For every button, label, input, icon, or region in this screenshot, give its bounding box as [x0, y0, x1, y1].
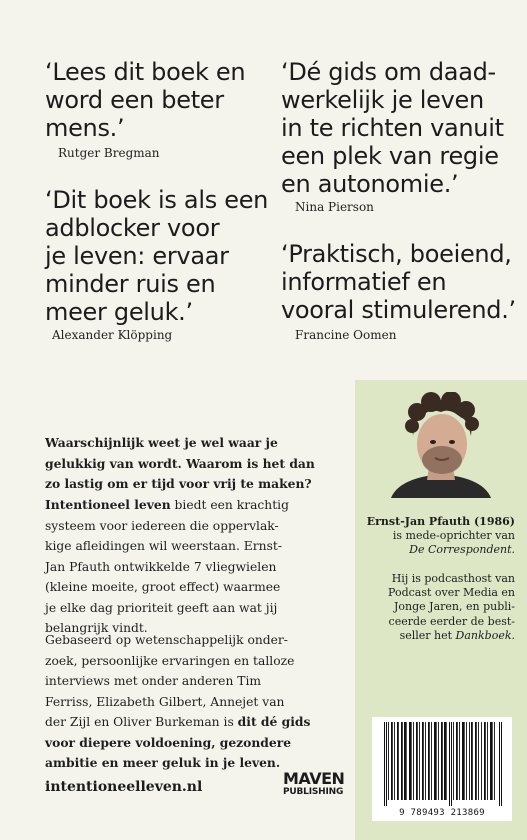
blurb-line: Ferriss, Elizabeth Gilbert, Annejet van — [45, 694, 285, 709]
blurb-paragraph-2 — [45, 495, 345, 639]
blurb-emphasis: dit dé gids — [237, 714, 311, 729]
blurb-text: der Zijl en Oliver Burkeman is — [45, 715, 238, 729]
blurb-intro — [45, 433, 345, 495]
quote-line: minder ruis en — [45, 270, 216, 298]
quote-line: adblocker voor — [45, 214, 220, 242]
quote-line: ‘Lees dit boek en — [45, 58, 246, 86]
quote-2 — [281, 58, 504, 198]
blurb-line: interviews met onder anderen Tim — [45, 674, 262, 688]
author-photo — [363, 392, 519, 498]
bio-line: De Correspondent. — [409, 543, 515, 557]
quote-line: en autonomie.’ — [281, 170, 459, 198]
barcode-bars — [378, 722, 506, 806]
author-name: Ernst-Jan Pfauth (1986) — [366, 515, 515, 528]
quote-1 — [45, 58, 245, 142]
publisher-name: MAVEN — [283, 769, 345, 788]
bio-line: Jonge Jaren, en publi- — [394, 600, 515, 614]
blurb-text: biedt een krachtig — [170, 498, 289, 512]
quote-line: meer geluk.’ — [45, 298, 193, 326]
blurb-line: zo lastig om er tijd voor vrij te maken? — [45, 476, 312, 491]
isbn-digits: 9 789493 213869 — [399, 808, 485, 818]
blurb-line: je elke dag prioriteit geeft aan wat jij — [45, 600, 278, 615]
quote-3-author: Alexander Klöpping — [52, 328, 173, 342]
quote-4 — [281, 240, 516, 324]
blurb-line: ambitie en meer geluk in je leven. — [45, 755, 281, 770]
blurb-line — [45, 712, 345, 733]
bio-line: Hij is podcasthost van — [391, 572, 515, 585]
blurb-line: Jan Pfauth ontwikkelde 7 vliegwielen — [45, 559, 277, 574]
bio-text: seller het — [399, 628, 456, 642]
bio-line — [360, 629, 515, 643]
quote-line: een plek van regie — [281, 142, 499, 170]
quote-1-author: Rutger Bregman — [58, 146, 160, 160]
quote-4-author: Francine Oomen — [295, 328, 397, 342]
quote-line: ‘Praktisch, boeiend, — [281, 240, 512, 268]
isbn-barcode — [372, 717, 512, 821]
author-bio-2 — [360, 572, 515, 643]
blurb-line: kige afleidingen wil weerstaan. Ernst- — [45, 539, 282, 553]
blurb-line: belangrijk vindt. — [45, 621, 148, 635]
quote-line: je leven: ervaar — [45, 242, 229, 270]
quote-2-author: Nina Pierson — [295, 200, 374, 214]
bio-line: ceerde eerder de best- — [388, 614, 515, 628]
publisher-logo — [283, 771, 343, 797]
blurb-line: Waarschijnlijk weet je wel waar je — [45, 435, 278, 450]
bio-line: is mede-oprichter van — [392, 529, 515, 543]
bio-line: Podcast over Media en — [388, 586, 515, 600]
blurb-line: zoek, persoonlijke ervaringen en talloze — [45, 653, 295, 668]
quote-line: informatief en — [281, 268, 447, 296]
bio-book-title: Dankboek — [455, 628, 512, 642]
quote-line: ‘Dé gids om daad- — [281, 58, 496, 86]
blurb-paragraph-3 — [45, 630, 345, 774]
book-title: Intentioneel leven — [45, 497, 171, 512]
blurb-line — [45, 495, 345, 516]
publisher-subname: PUBLISHING — [283, 787, 344, 797]
quote-3 — [45, 186, 268, 326]
bio-text: . — [511, 628, 515, 642]
blurb-line: (kleine moeite, groot effect) waarmee — [45, 580, 281, 594]
quote-line: mens.’ — [45, 114, 125, 142]
quote-line: vooral stimulerend.’ — [281, 296, 516, 324]
website-url: intentioneelleven.nl — [45, 779, 203, 795]
blurb-line: systeem voor iedereen die oppervlak- — [45, 518, 279, 533]
blurb-line: gelukkig van wordt. Waarom is het dan — [45, 455, 315, 471]
quote-line: in te richten vanuit — [281, 114, 504, 142]
quote-line: werkelijk je leven — [281, 86, 484, 114]
quote-line: ‘Dit boek is als een — [45, 186, 269, 214]
blurb-line: Gebaseerd op wetenschappelijk onder- — [45, 633, 288, 647]
blurb-line: voor diepere voldoening, gezondere — [45, 734, 292, 750]
quote-line: word een beter — [45, 86, 224, 114]
author-bio-1 — [360, 515, 515, 558]
